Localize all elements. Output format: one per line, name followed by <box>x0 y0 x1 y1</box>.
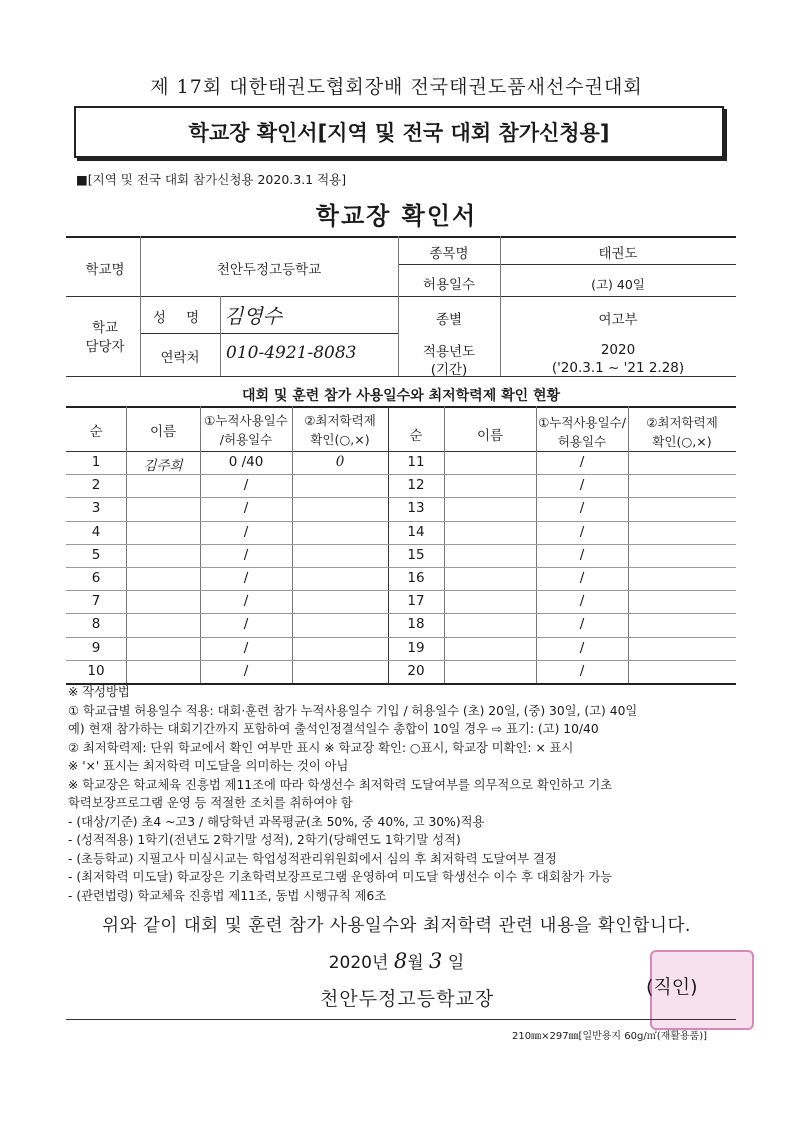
note-line: ※ 학교장은 학교체육 진흥법 제11조에 따라 학생선수 최저학력 도달여부를 의무적으로 확인하고 기초 <box>68 777 613 792</box>
table-cell-days2: / <box>579 523 585 540</box>
note-line: - (관련법령) 학교체육 진흥법 제11조, 동법 시행규칙 제6조 <box>68 888 387 903</box>
note-line: ① 학교급별 허용일수 적용: 대회·훈련 참가 누적사용일수 기입 / 허용일수 (초) 20일, (중) 30일, (고) 40일 <box>68 703 638 718</box>
header-no: 순 <box>89 424 103 440</box>
table-cell-n2: 12 <box>407 477 425 494</box>
form-box-title: 학교장 확인서[지역 및 전국 대회 참가신청용] <box>74 106 724 158</box>
table-cell-n2: 15 <box>407 546 425 563</box>
table-cell-days: / <box>243 662 249 679</box>
type-label: 종별 <box>435 312 463 328</box>
info-divider <box>220 296 221 376</box>
info-divider <box>398 264 736 265</box>
header-name-right: 이름 <box>476 428 504 444</box>
notes-section <box>68 683 768 905</box>
school-label: 학교명 <box>85 262 125 278</box>
type-value: 여고부 <box>598 312 638 328</box>
header-days-line2: /허용일수 <box>219 432 273 447</box>
table-row-divider <box>66 613 736 614</box>
school-value: 천안두정고등학교 <box>216 262 322 278</box>
year-label-line1: 적용년도 <box>422 344 476 360</box>
table-cell-n2: 14 <box>407 523 425 540</box>
header-days-right-line2: 허용일수 <box>557 434 607 449</box>
table-cell-n2: 18 <box>407 616 425 633</box>
days-label: 허용일수 <box>422 277 476 293</box>
table-cell-days: / <box>243 639 249 656</box>
date-month-unit: 월 <box>407 953 424 973</box>
table-cell-days2: / <box>579 593 585 610</box>
note-line: 학력보장프로그램 운영 등 적절한 조치를 취하여야 함 <box>68 796 353 810</box>
table-cell-n: 6 <box>91 570 101 586</box>
header-min-line2: 확인(○,×) <box>310 432 370 447</box>
note-line: ② 최저학력제: 단위 학교에서 확인 여부만 표시 ※ 학교장 확인: ○표시, 학교장 미확인: × 표시 <box>68 740 574 755</box>
contact-label: 연락처 <box>160 350 200 366</box>
form-subnote: ■[지역 및 전국 대회 참가신청용 2020.3.1 적용] <box>76 172 347 187</box>
seal-label: (직인) <box>646 976 698 998</box>
year-value: 2020 <box>600 342 636 358</box>
staff-label-line1: 학교 <box>91 320 119 336</box>
date-day-unit: 일 <box>447 953 465 973</box>
table-cell-n: 10 <box>87 662 105 679</box>
footer-divider <box>66 1019 736 1020</box>
table-cell-n2: 13 <box>407 500 425 517</box>
event-value: 태권도 <box>598 246 638 262</box>
days-value: (고) 40일 <box>591 277 645 292</box>
table-row-divider <box>66 497 736 498</box>
paper-spec-footer: 210㎜×297㎜[일반용지 60g/㎡(재활용품)] <box>512 1031 708 1042</box>
info-divider <box>66 296 736 297</box>
table-cell-n: 2 <box>91 477 101 494</box>
info-divider <box>140 333 398 334</box>
event-label: 종목명 <box>429 246 469 262</box>
table-row-divider <box>66 521 736 522</box>
header-min-line1: ②최저학력제 <box>304 413 376 428</box>
table-row-divider <box>66 544 736 545</box>
table-top-border <box>66 406 736 408</box>
table-cell-n: 9 <box>91 639 101 656</box>
table-cell-days2: / <box>579 616 585 633</box>
info-top-border <box>66 236 736 238</box>
table-cell-min: 0 <box>335 454 345 470</box>
note-line: - (초등학교) 지필고사 미실시교는 학업성적관리위원회에서 심의 후 최저학력 도달여부 결정 <box>68 851 557 866</box>
table-cell-name: 김주희 <box>143 458 183 474</box>
table-row-divider <box>66 567 736 568</box>
date-day: 3 <box>429 949 443 973</box>
staff-label-line2: 담당자 <box>85 339 125 355</box>
note-line: 예) 현재 참가하는 대회기간까지 포함하여 출석인정결석일수 총합이 10일 경우 ⇨ 표기: (고) 10/40 <box>68 722 599 736</box>
table-cell-days: / <box>243 570 249 586</box>
header-no-right: 순 <box>409 428 423 444</box>
table-cell-n: 7 <box>91 593 101 610</box>
table-cell-days: / <box>243 593 249 610</box>
table-cell-days: / <box>243 523 249 540</box>
note-line: ※ 작성방법 <box>68 685 130 699</box>
confirmation-statement: 위와 같이 대회 및 훈련 참가 사용일수와 최저학력 관련 내용을 확인합니다. <box>102 916 691 936</box>
table-row-divider <box>66 660 736 661</box>
table-cell-days: / <box>243 616 249 633</box>
table-cell-n2: 19 <box>407 639 425 656</box>
note-line: - (대상/기준) 초4 ~고3 / 해당학년 과목평균(초 50%, 중 40%, 고 30%)적용 <box>68 814 485 829</box>
table-row-divider <box>66 474 736 475</box>
header-min-right-line1: ②최저학력제 <box>646 415 718 430</box>
header-min-right-line2: 확인(○,×) <box>652 434 712 449</box>
table-cell-n2: 20 <box>407 662 425 679</box>
table-cell-days: / <box>243 477 249 494</box>
note-line: - (성적적용) 1학기(전년도 2학기말 성적), 2학기(당해연도 1학기말 성적) <box>68 833 461 847</box>
date-month: 8 <box>393 949 408 973</box>
table-cell-days: / <box>243 500 249 517</box>
table-header-border <box>66 451 736 452</box>
note-line: ※ '×' 표시는 최저학력 미도달을 의미하는 것이 아님 <box>68 759 349 773</box>
contact-value: 010-4921-8083 <box>226 343 357 363</box>
table-cell-n: 3 <box>91 500 101 517</box>
table-cell-days2: / <box>579 500 585 517</box>
table-caption: 대회 및 훈련 참가 사용일수와 최저학력제 확인 현황 <box>241 388 561 404</box>
table-row-divider <box>66 590 736 591</box>
table-cell-days2: / <box>579 639 585 656</box>
table-cell-n: 5 <box>91 546 101 563</box>
note-line: - (최저학력 미도달) 학교장은 기초학력보장프로그램 운영하여 미도달 학생선수 이수 후 대회참가 가능 <box>68 870 613 884</box>
year-label-line2: (기간) <box>430 362 468 378</box>
table-cell-n2: 16 <box>407 570 425 586</box>
year-period: ('20.3.1 ~ '21 2.28) <box>551 360 685 376</box>
table-cell-days2: / <box>579 477 585 494</box>
table-cell-n: 1 <box>91 454 101 470</box>
header-days-line1: ①누적사용일수 <box>204 413 288 428</box>
table-cell-days: / <box>243 546 249 563</box>
table-cell-days2: / <box>579 662 585 679</box>
table-row-divider <box>66 637 736 638</box>
table-cell-days: 0 /40 <box>228 454 264 470</box>
table-cell-days2: / <box>579 570 585 586</box>
table-cell-n: 8 <box>91 616 101 633</box>
table-cell-days2: / <box>579 454 585 470</box>
header-days-right-line1: ①누적사용일수/ <box>538 415 626 430</box>
name-label: 성 명 <box>152 310 208 326</box>
principal-name: 천안두정고등학교장 <box>320 988 495 1010</box>
header-name: 이름 <box>149 424 177 440</box>
date-year: 2020년 <box>328 953 389 973</box>
event-title: 제 17회 대한태권도협회장배 전국태권도품새선수권대회 <box>150 76 643 98</box>
name-value: 김영수 <box>224 304 282 328</box>
table-cell-n2: 11 <box>407 454 425 470</box>
page-title: 학교장 확인서 <box>315 202 478 230</box>
table-cell-n2: 17 <box>407 593 425 610</box>
table-cell-days2: / <box>579 546 585 563</box>
table-cell-n: 4 <box>91 523 101 540</box>
